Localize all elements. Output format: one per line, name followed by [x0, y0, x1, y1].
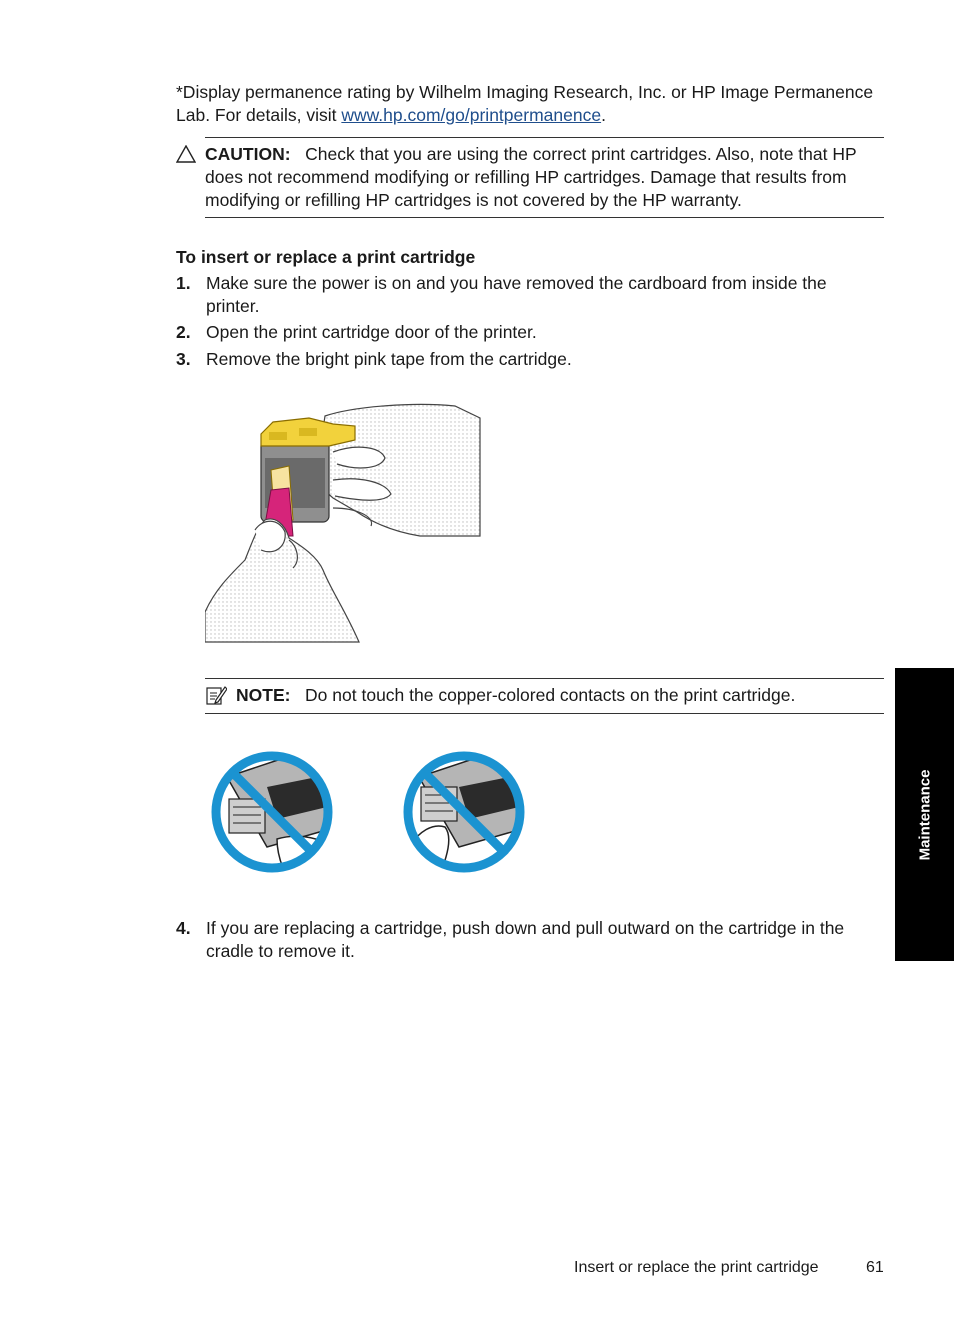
step-text: If you are replacing a cartridge, push down and pull outward on the cartridge in the cradle to remove it. [206, 918, 845, 961]
caution-text: Check that you are using the correct print cartridges. Also, note that HP does not recommend modifying or refilling HP cartridges. Damage that results from modifying or refilling HP cartridges is not covered by the HP warranty. [205, 144, 857, 210]
note-text: Do not touch the copper-colored contacts on the print cartridge. [305, 685, 796, 705]
caution-triangle-icon [176, 145, 196, 163]
do-not-touch-contacts-icon-right [399, 747, 529, 877]
step-number: 3. [176, 349, 191, 369]
footnote-period: . [601, 105, 606, 125]
step-text: Make sure the power is on and you have removed the cardboard from inside the printer. [206, 273, 827, 316]
step-text: Open the print cartridge door of the printer. [206, 322, 537, 342]
note-label: NOTE: [236, 685, 291, 705]
note-block [236, 684, 884, 707]
do-not-touch-contacts-icon-left [207, 747, 337, 877]
step-number: 1. [176, 273, 191, 293]
procedure-heading: To insert or replace a print cartridge [176, 247, 476, 267]
page-number: 61 [866, 1259, 884, 1276]
caution-bottom-rule [205, 217, 884, 218]
printpermanence-link[interactable]: www.hp.com/go/printpermanence [341, 105, 602, 125]
note-bottom-rule [205, 713, 884, 714]
footnote-text: *Display permanence rating by Wilhelm Imaging Research, Inc. or HP Image Permanence Lab. For details, visit [176, 82, 874, 125]
caution-top-rule [205, 137, 884, 138]
note-pencil-icon [205, 684, 227, 706]
caution-label: CAUTION: [205, 144, 291, 164]
note-top-rule [205, 678, 884, 679]
footer-title: Insert or replace the print cartridge [574, 1259, 819, 1276]
step-number: 4. [176, 918, 191, 938]
side-tab-label: Maintenance [916, 769, 933, 860]
step-number: 2. [176, 322, 191, 342]
step-text: Remove the bright pink tape from the cartridge. [206, 349, 572, 369]
remove-tape-illustration [205, 400, 483, 644]
footnote [176, 81, 876, 127]
maintenance-side-tab [895, 668, 954, 961]
caution-block [205, 143, 887, 212]
